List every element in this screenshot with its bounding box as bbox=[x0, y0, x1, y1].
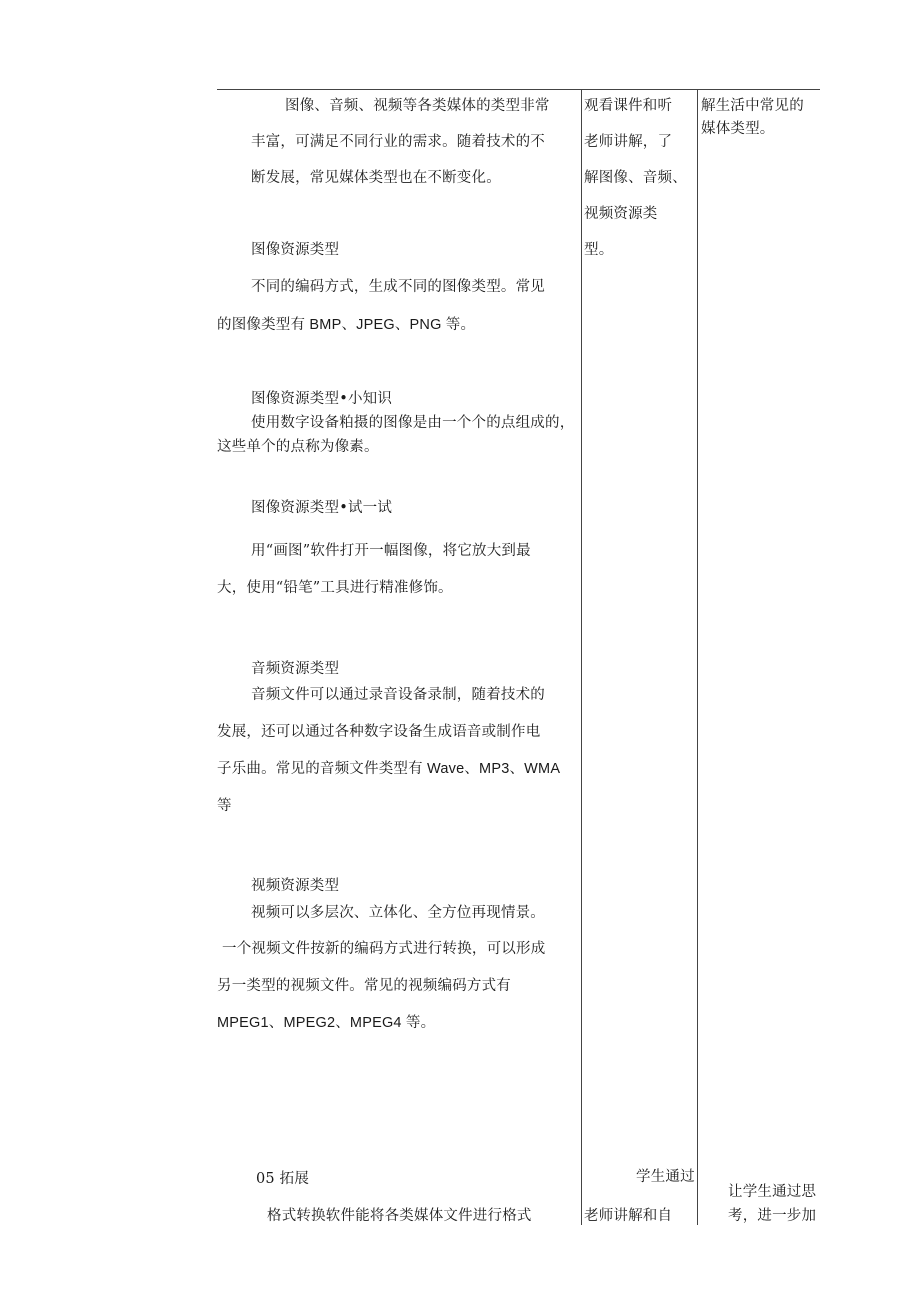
section-heading-image-types: 图像资源类型 bbox=[251, 242, 340, 258]
paragraph-line: 一个视频文件按新的编码方式进行转换，可以形成 bbox=[222, 941, 546, 957]
paragraph-line: 格式转换软件能将各类媒体文件进行格式 bbox=[267, 1208, 532, 1224]
section-heading-audio-types: 音频资源类型 bbox=[251, 661, 340, 677]
paragraph-line: 子乐曲。常见的音频文件类型有 Wave、MP3、WMA bbox=[217, 761, 561, 777]
table-top-border bbox=[217, 89, 820, 90]
intro-line: 丰富，可满足不同行业的需求。随着技术的不 bbox=[251, 134, 545, 150]
paragraph-line: 另一类型的视频文件。常见的视频编码方式有 bbox=[217, 978, 511, 994]
student-line: 型。 bbox=[584, 242, 614, 258]
column-divider-1 bbox=[581, 89, 582, 1225]
student-line: 视频资源类 bbox=[584, 206, 658, 222]
section-heading-image-tip: 图像资源类型•小知识 bbox=[251, 391, 393, 407]
paragraph-line: 这些单个的点称为像素。 bbox=[217, 439, 379, 455]
purpose-line: 解生活中常见的 bbox=[701, 98, 804, 114]
section-heading-video-types: 视频资源类型 bbox=[251, 878, 340, 894]
student-line: 老师讲解，了 bbox=[584, 134, 673, 150]
paragraph-line: 使用数字设备粕摄的图像是由一个个的点组成的， bbox=[251, 415, 575, 431]
paragraph-line: 大，使用“铅笔”工具进行精准修饰。 bbox=[217, 580, 453, 596]
paragraph-line: 用“画图”软件打开一幅图像，将它放大到最 bbox=[251, 543, 531, 559]
student-line: 观看课件和听 bbox=[584, 98, 673, 114]
paragraph-line: 发展，还可以通过各种数字设备生成语音或制作电 bbox=[217, 724, 541, 740]
student-line: 学生通过 bbox=[636, 1169, 695, 1185]
section-heading-image-try: 图像资源类型•试一试 bbox=[251, 500, 393, 516]
paragraph-line: 不同的编码方式，生成不同的图像类型。常见 bbox=[251, 279, 545, 295]
purpose-line: 考，进一步加 bbox=[728, 1208, 817, 1224]
purpose-line: 让学生通过思 bbox=[728, 1184, 817, 1200]
paragraph-line: MPEG1、MPEG2、MPEG4 等。 bbox=[217, 1015, 436, 1031]
purpose-line: 媒体类型。 bbox=[701, 121, 775, 137]
intro-line: 图像、音频、视频等各类媒体的类型非常 bbox=[285, 98, 550, 114]
intro-line: 断发展，常见媒体类型也在不断变化。 bbox=[251, 170, 501, 186]
column-divider-2 bbox=[697, 89, 698, 1225]
paragraph-line: 的图像类型有 BMP、JPEG、PNG 等。 bbox=[217, 317, 476, 333]
section-heading-extension: 05 拓展 bbox=[256, 1171, 310, 1187]
student-line: 解图像、音频、 bbox=[584, 170, 687, 186]
student-line: 老师讲解和自 bbox=[584, 1208, 673, 1224]
paragraph-line: 视频可以多层次、立体化、全方位再现情景。 bbox=[251, 905, 545, 921]
paragraph-line: 等 bbox=[217, 798, 232, 814]
paragraph-line: 音频文件可以通过录音设备录制，随着技术的 bbox=[251, 687, 545, 703]
